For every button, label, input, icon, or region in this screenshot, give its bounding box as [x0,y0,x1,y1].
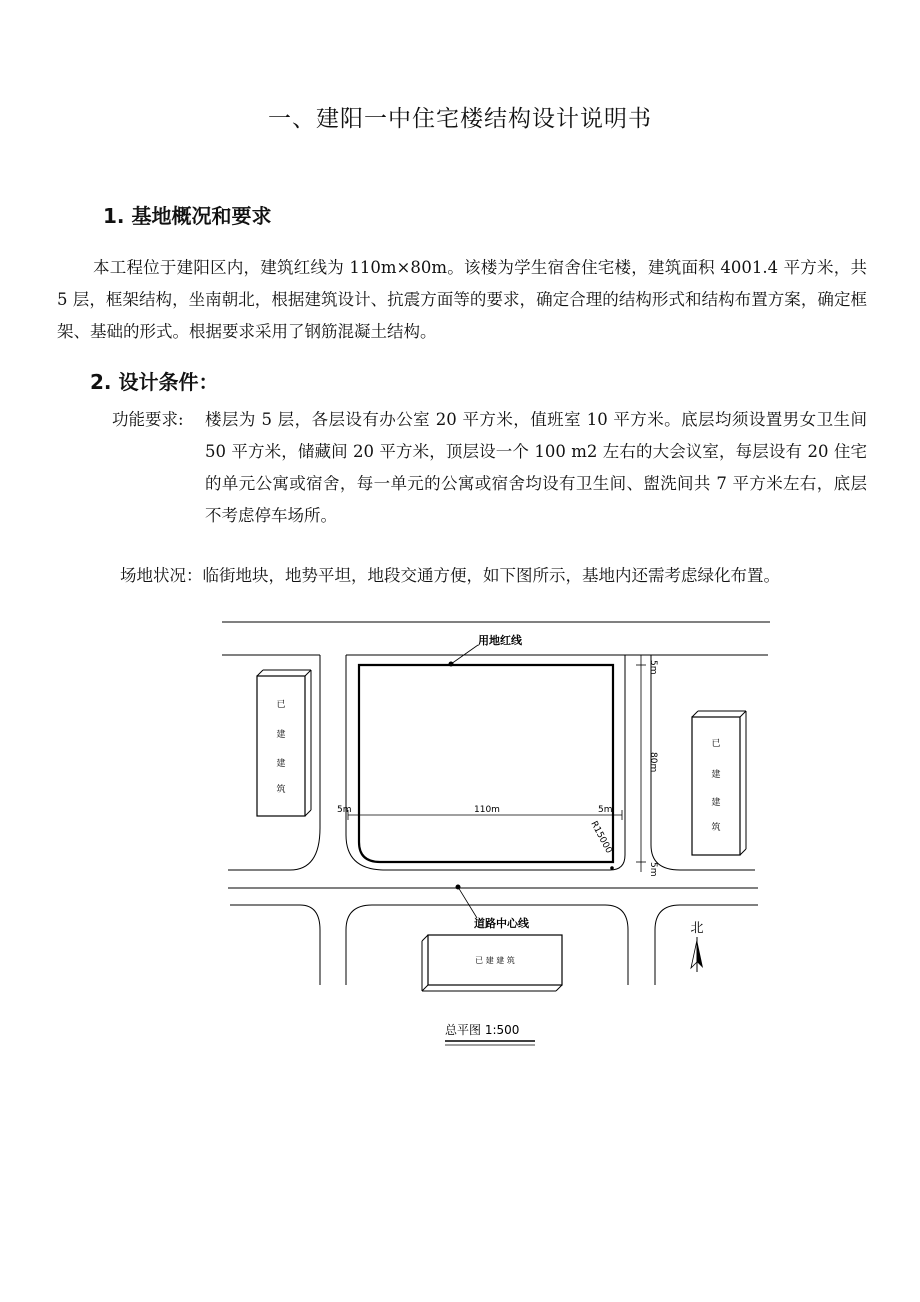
svg-text:已 建 建 筑: 已 建 建 筑 [475,956,515,965]
plan-caption: 总平图 1:500 [445,1023,520,1037]
requirements-label: 功能要求: [112,410,184,429]
svg-text:建: 建 [276,759,286,769]
width-label: 110m [474,805,500,815]
svg-text:建: 建 [276,730,286,740]
section2-heading: 2. 设计条件： [90,370,219,394]
setback-left-label: 5m [337,805,352,815]
height-label: 80m [648,752,658,773]
section1-paragraph: 本工程位于建阳区内，建筑红线为 110m×80m。该楼为学生宿舍住宅楼，建筑面积 4001.4 平方米，共 5 层，框架结构，坐南朝北，根据建筑设计、抗震方面等的要求，确定合理的结构形式和结构布置方案，确定框架、基础的形式。根据要求采用了钢筋混凝土结构。 [57,258,867,341]
svg-text:建: 建 [711,770,721,780]
building-left [257,670,311,816]
setback-bottom-label: 5m [648,862,658,877]
svg-text:已: 已 [711,739,721,749]
svg-text:建: 建 [711,798,721,808]
road-center-label: 道路中心线 [474,917,529,930]
radius-label: R15000 [588,819,614,856]
building-right [692,711,746,855]
svg-text:已: 已 [276,700,286,710]
setback-top-label: 5m [648,660,658,675]
svg-text:北: 北 [690,921,704,936]
requirements-text: 楼层为 5 层，各层设有办公室 20 平方米，值班室 10 平方米。底层均须设置男女卫生间 50 平方米，储藏间 20 平方米，顶层设一个 100 m2 左右的大会议室，每层设有 20 住宅的单元公寓或宿舍，每一单元的公寓或宿舍均设有卫生间、盥洗间共 7 平方米左右，底层不考虑停车场所。 [205,410,867,525]
svg-text:筑: 筑 [276,785,286,795]
site-boundary [359,665,613,862]
building-bottom [422,935,562,991]
setback-right-label: 5m [598,805,613,815]
north-arrow-icon [690,921,703,972]
site-label: 场地状况： [120,566,203,585]
svg-text:筑: 筑 [711,823,721,833]
red-line-label: 用地红线 [478,634,522,647]
page-title: 一、建阳一中住宅楼结构设计说明书 [268,106,652,132]
section1-heading: 1. 基地概况和要求 [103,204,272,228]
site-text: 临街地块，地势平坦，地段交通方便，如下图所示，基地内还需考虑绿化布置。 [202,566,780,585]
